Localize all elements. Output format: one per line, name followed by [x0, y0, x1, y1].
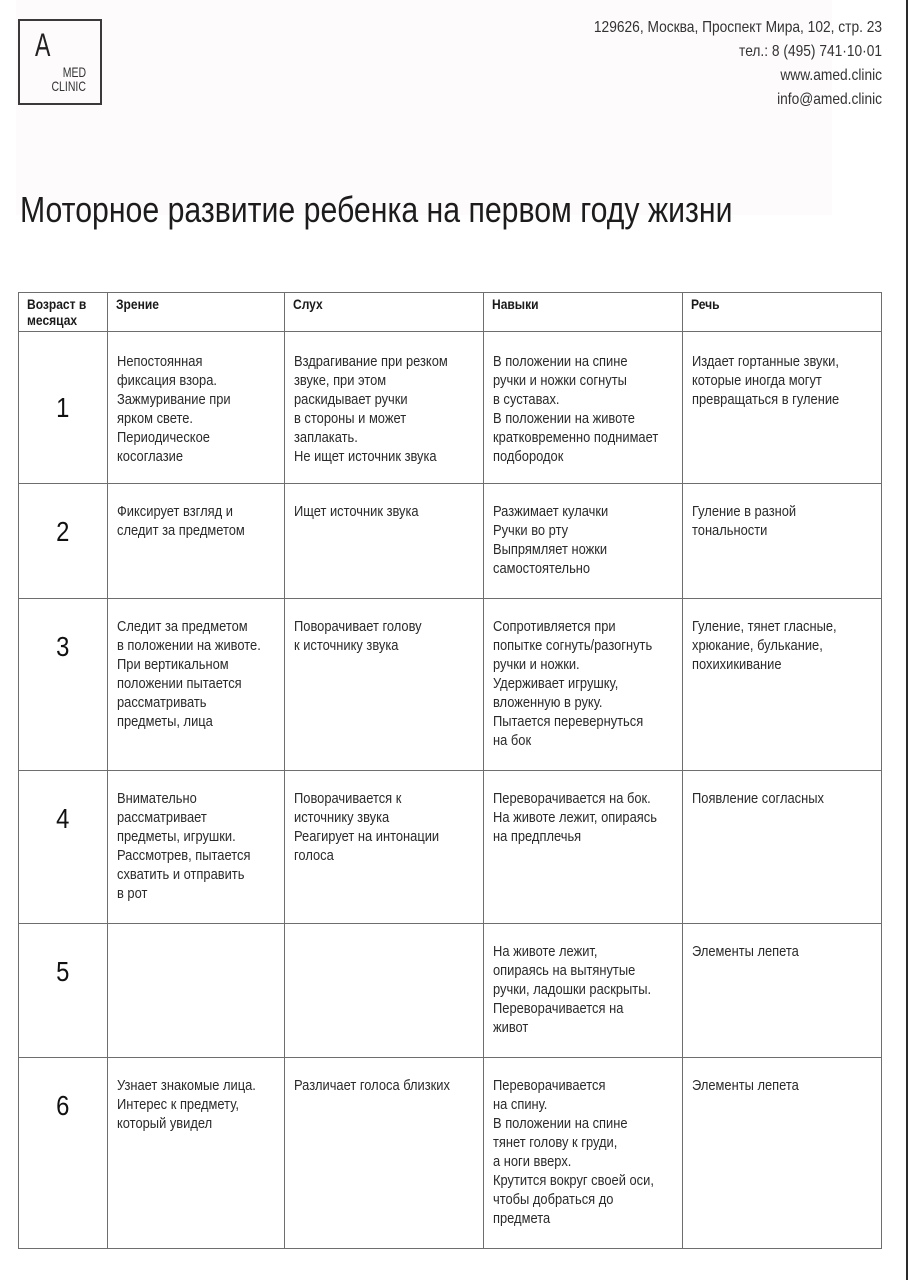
speech-cell: [683, 332, 882, 484]
header-hearing: [285, 293, 484, 332]
logo-line-2: CLINIC: [51, 78, 86, 94]
header-vision: [108, 293, 285, 332]
speech-cell: [683, 484, 882, 599]
hearing-cell: [285, 771, 484, 924]
speech-text: Элементы лепета: [692, 943, 799, 960]
month-cell: [19, 1058, 108, 1249]
hearing-cell: [285, 924, 484, 1058]
table-row: [19, 924, 882, 1058]
hearing-text: Поворачивается к источнику звука Реагирует на интонации голоса: [294, 790, 440, 864]
month-number: 3: [56, 631, 70, 662]
vision-cell: [108, 924, 285, 1058]
skills-text: Сопротивляется при попытке согнуть/разогнуть ручки и ножки. Удерживает игрушку, вложенную в руку. Пытается перевернуться на бок: [493, 618, 653, 749]
month-cell: [19, 924, 108, 1058]
vision-text: Внимательно рассматривает предметы, игрушки. Рассмотрев, пытается схватить и отправить в рот: [117, 790, 251, 902]
speech-text: Гуление, тянет гласные, хрюкание, булькание, похихикивание: [692, 618, 837, 673]
skills-text: В положении на спине ручки и ножки согнуты в суставах. В положении на животе кратковременно поднимает подбородок: [493, 353, 659, 465]
hearing-cell: [285, 1058, 484, 1249]
vision-cell: [108, 599, 285, 771]
header-age: [19, 293, 108, 332]
website-link[interactable]: www.amed.clinic: [780, 67, 882, 84]
logo-letter: A: [35, 27, 51, 63]
hearing-cell: [285, 332, 484, 484]
skills-text: Переворачивается на спину. В положении на спине тянет голову к груди, а ноги вверх. Крутится вокруг своей оси, чтобы добраться до предмета: [493, 1077, 654, 1227]
hearing-text: Вздрагивание при резком звуке, при этом раскидывает ручки в стороны и может заплакать. Не ищет источник звука: [294, 353, 448, 465]
vision-text: Непостоянная фиксация взора. Зажмуривание при ярком свете. Периодическое косоглазие: [117, 353, 231, 465]
table-header-row: [19, 293, 882, 332]
vision-text: Фиксирует взгляд и следит за предметом: [117, 503, 245, 539]
clinic-logo: [18, 19, 102, 105]
header-skills-label: Навыки: [492, 296, 539, 312]
month-number: 1: [56, 391, 70, 423]
skills-cell: [484, 599, 683, 771]
address: 129626, Москва, Проспект Мира, 102, стр. 23: [593, 19, 882, 36]
hearing-cell: [285, 599, 484, 771]
header-hearing-label: Слух: [293, 296, 323, 312]
phone: тел.: 8 (495) 741·10·01: [738, 43, 882, 60]
hearing-cell: [285, 484, 484, 599]
speech-text: Издает гортанные звуки, которые иногда могут превращаться в гуление: [692, 353, 840, 408]
month-number: 2: [56, 516, 70, 547]
skills-cell: [484, 332, 683, 484]
header-skills: [484, 293, 683, 332]
vision-cell: [108, 484, 285, 599]
month-number: 6: [56, 1090, 70, 1121]
speech-text: Гуление в разной тональности: [692, 503, 797, 539]
hearing-text: Поворачивает голову к источнику звука: [294, 618, 422, 654]
month-cell: [19, 332, 108, 484]
table-row: [19, 599, 882, 771]
header-age-label: Возраст в месяцах: [27, 296, 87, 328]
email-link[interactable]: info@amed.clinic: [777, 91, 882, 108]
speech-text: Появление согласных: [692, 790, 824, 807]
vision-text: Следит за предметом в положении на животе. При вертикальном положении пытается рассматривать предметы, лица: [117, 618, 261, 730]
header-speech: [683, 293, 882, 332]
month-cell: [19, 771, 108, 924]
vision-text: Узнает знакомые лица. Интерес к предмету, который увидел: [117, 1077, 256, 1132]
month-cell: [19, 484, 108, 599]
vision-cell: [108, 1058, 285, 1249]
development-table: [18, 292, 882, 1249]
skills-cell: [484, 484, 683, 599]
speech-text: Элементы лепета: [692, 1077, 799, 1094]
month-number: 4: [56, 803, 70, 834]
header-speech-label: Речь: [691, 296, 720, 312]
table-row: [19, 771, 882, 924]
table-row: [19, 484, 882, 599]
vision-cell: [108, 332, 285, 484]
skills-cell: [484, 1058, 683, 1249]
header-vision-label: Зрение: [116, 296, 159, 312]
skills-cell: [484, 924, 683, 1058]
speech-cell: [683, 599, 882, 771]
skills-cell: [484, 771, 683, 924]
page-title: Моторное развитие ребенка на первом году жизни: [20, 189, 733, 230]
speech-cell: [683, 771, 882, 924]
logo-line-1: MED: [62, 64, 86, 80]
table-row: [19, 1058, 882, 1249]
page-edge: [906, 0, 908, 1280]
contact-block: [547, 16, 882, 112]
month-cell: [19, 599, 108, 771]
skills-text: На животе лежит, опираясь на вытянутые ручки, ладошки раскрыты. Переворачивается на живот: [493, 943, 652, 1036]
hearing-text: Ищет источник звука: [294, 503, 419, 520]
hearing-text: Различает голоса близких: [294, 1077, 450, 1094]
speech-cell: [683, 1058, 882, 1249]
speech-cell: [683, 924, 882, 1058]
skills-text: Переворачивается на бок. На животе лежит, опираясь на предплечья: [493, 790, 657, 845]
table-row: [19, 332, 882, 484]
vision-cell: [108, 771, 285, 924]
month-number: 5: [56, 956, 70, 987]
skills-text: Разжимает кулачки Ручки во рту Выпрямляет ножки самостоятельно: [493, 503, 609, 577]
